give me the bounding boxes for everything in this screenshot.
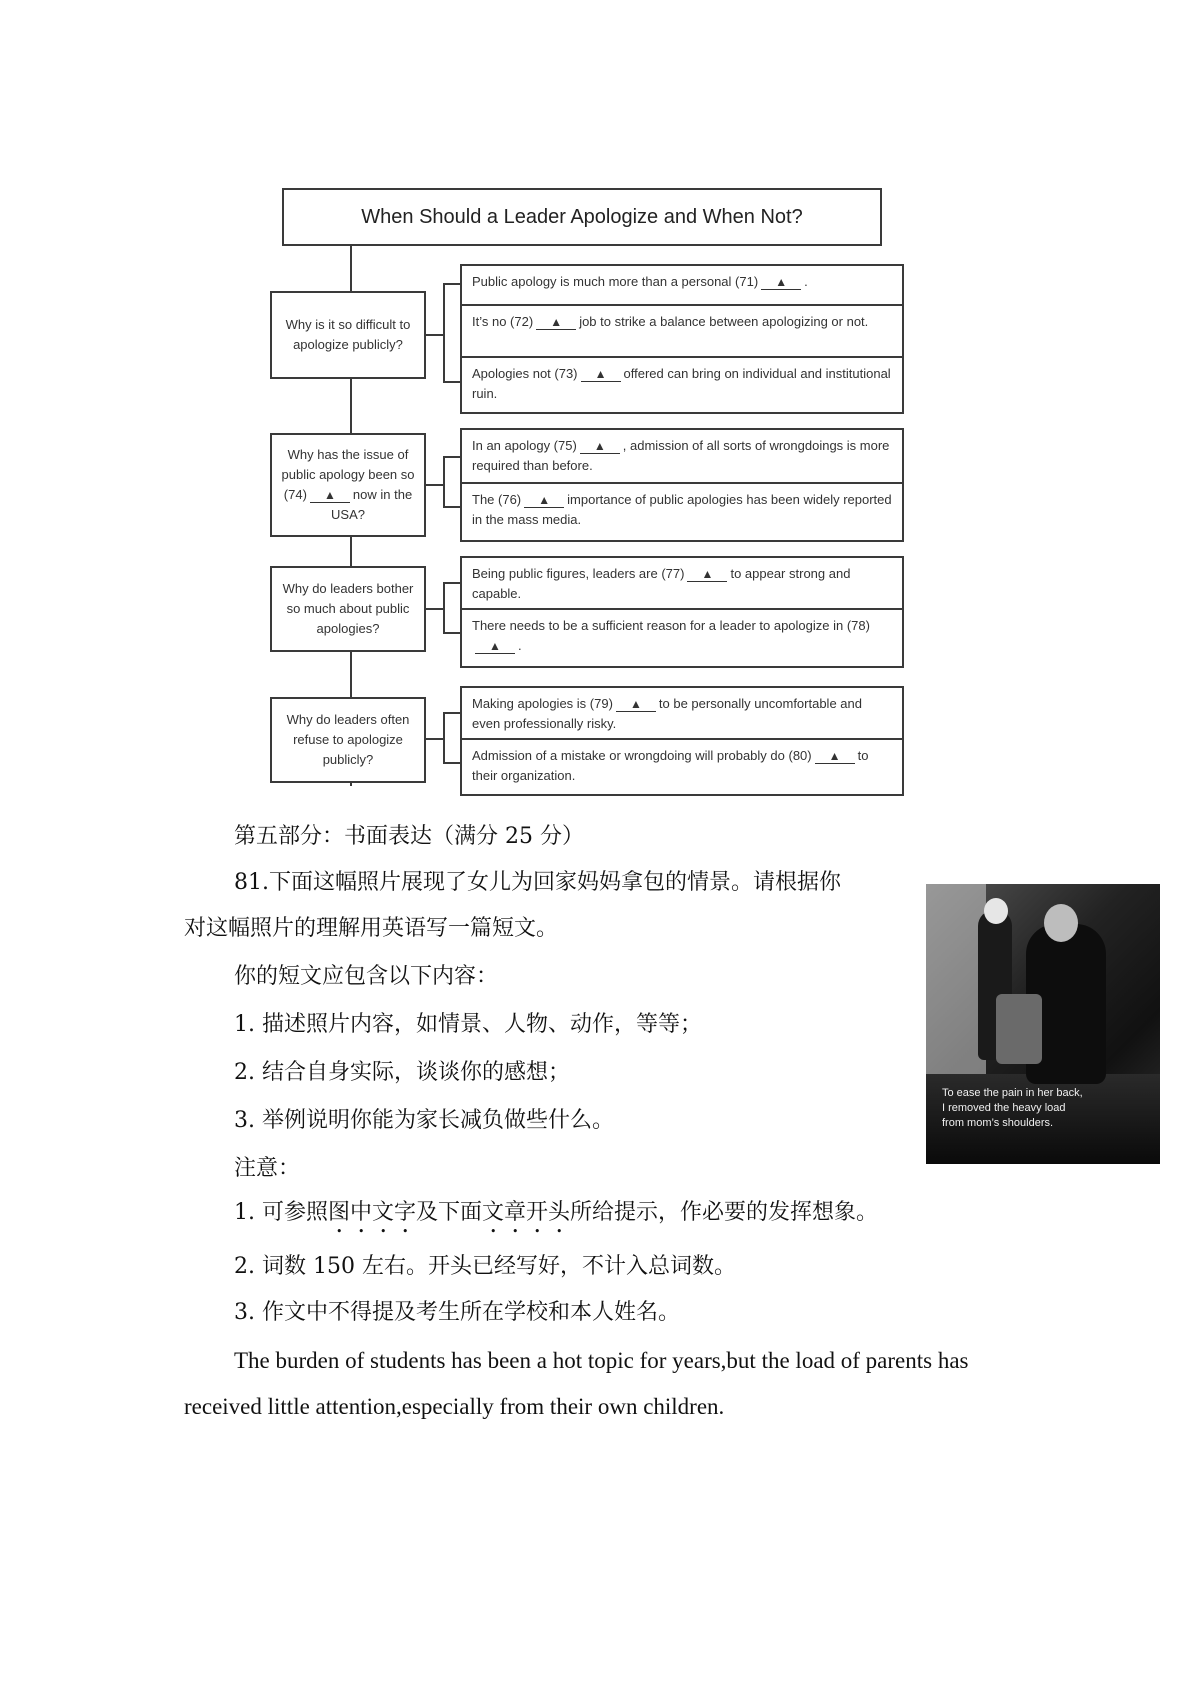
answer-79: Making apologies is (79) ▲ to be personally uncomfortable and even professionally risky. (462, 688, 902, 740)
answer-76: The (76) ▲ importance of public apologies has been widely reported in the mass media. (472, 492, 892, 527)
flowchart-title: When Should a Leader Apologize and When Not? (282, 188, 882, 246)
content-intro: 你的短文应包含以下内容： (234, 964, 499, 989)
blank-72: ▲ (536, 315, 576, 330)
question-line-1: 81.下面这幅照片展现了女儿为回家妈妈拿包的情景。请根据你 (234, 870, 841, 895)
connector (443, 762, 460, 764)
blank-75: ▲ (580, 439, 620, 454)
blank-73: ▲ (581, 367, 621, 382)
photo-mother-head (1044, 904, 1078, 942)
answer-80: Admission of a mistake or wrongdoing will probably do (80) ▲ to their organization. (472, 748, 869, 783)
photo-caption: To ease the pain in her back, I removed the heavy load from mom’s shoulders. (942, 1087, 1083, 1129)
blank-74: ▲ (310, 488, 350, 503)
blank-76: ▲ (524, 493, 564, 508)
connector (443, 582, 445, 634)
emphasized-text: 图中文字 (327, 1200, 416, 1225)
blank-79: ▲ (616, 697, 656, 712)
note-2: 2. 词数 150 左右。开头已经写好，不计入总词数。 (234, 1254, 736, 1279)
question-line-2: 对这幅照片的理解用英语写一篇短文。 (184, 916, 559, 941)
connector (443, 283, 460, 285)
answer-group-1 (460, 264, 904, 414)
answer-78: There needs to be a sufficient reason for a leader to apologize in (78)▲ . (472, 618, 870, 653)
note-3: 3. 作文中不得提及考生所在学校和本人姓名。 (234, 1300, 680, 1325)
connector (426, 608, 444, 610)
question-box-4: Why do leaders often refuse to apologize publicly? (270, 697, 426, 783)
photo-girl-head (984, 898, 1008, 924)
answer-group-3 (460, 556, 904, 668)
blank-78: ▲ (475, 639, 515, 654)
photo-wall (926, 884, 986, 1084)
answer-77: Being public figures, leaders are (77) ▲ to appear strong and capable. (462, 558, 902, 610)
blank-71: ▲ (761, 275, 801, 290)
answer-71: Public apology is much more than a personal (71) ▲ . (462, 266, 902, 306)
notes-title: 注意： (234, 1156, 301, 1181)
connector (443, 712, 460, 714)
opening-line-1: The burden of students has been a hot topic for years,but the load of parents has (234, 1348, 969, 1373)
answer-group-2 (460, 428, 904, 542)
connector (443, 712, 445, 764)
flowchart (0, 0, 1200, 800)
question-box-2: Why has the issue of public apology been so (74) ▲ now in the USA? (270, 433, 426, 537)
answer-73: Apologies not (73) ▲ offered can bring on individual and institutional ruin. (472, 366, 891, 401)
part-title: 第五部分：书面表达（满分 25 分） (234, 824, 584, 849)
photo-bag (996, 994, 1042, 1064)
question-box-1: Why is it so difficult to apologize publicly? (270, 291, 426, 379)
emphasized-text: 文章开头 (482, 1200, 571, 1225)
content-item-2: 2. 结合自身实际，谈谈你的感想； (234, 1060, 570, 1085)
answer-75: In an apology (75) ▲ , admission of all sorts of wrongdoings is more required than before. (462, 430, 902, 484)
answer-group-4 (460, 686, 904, 796)
answer-72: It’s no (72) ▲ job to strike a balance between apologizing or not. (462, 306, 902, 358)
connector (443, 582, 460, 584)
opening-line-2: received little attention,especially from their own children. (184, 1394, 725, 1419)
connector (443, 632, 460, 634)
note-1: 1. 可参照图中文字及下面文章开头所给提示，作必要的发挥想象。 (234, 1200, 879, 1225)
connector (443, 506, 460, 508)
connector (443, 456, 445, 508)
connector (426, 738, 444, 740)
connector (426, 484, 444, 486)
connector (443, 456, 460, 458)
blank-77: ▲ (687, 567, 727, 582)
connector (426, 334, 444, 336)
connector (443, 283, 445, 383)
content-item-3: 3. 举例说明你能为家长减负做些什么。 (234, 1108, 614, 1133)
mother-daughter-photo (926, 884, 1160, 1164)
connector (443, 381, 460, 383)
question-box-3: Why do leaders bother so much about public apologies? (270, 566, 426, 652)
blank-80: ▲ (815, 749, 855, 764)
content-item-1: 1. 描述照片内容，如情景、人物、动作，等等； (234, 1012, 702, 1037)
